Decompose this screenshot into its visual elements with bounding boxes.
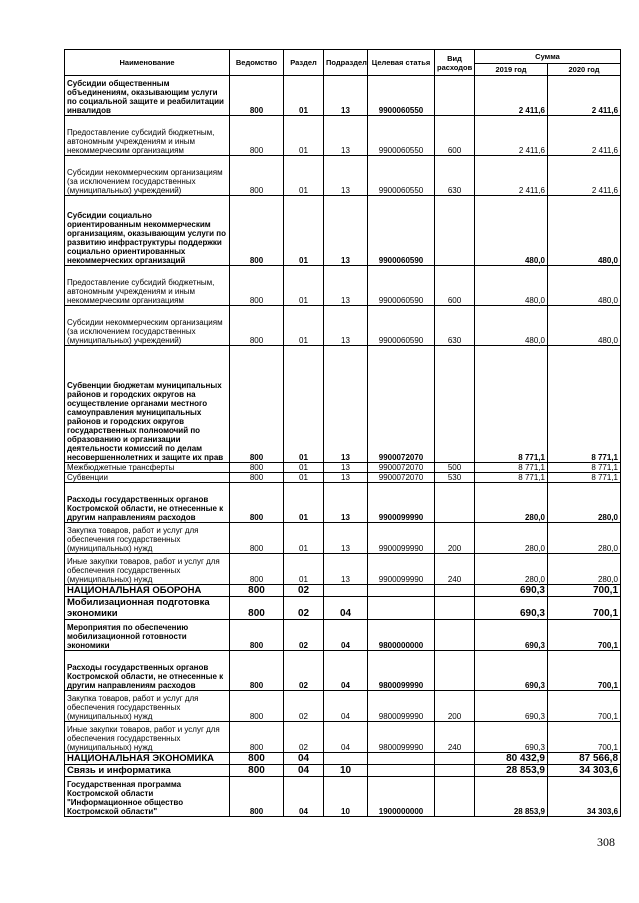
header-vedomstvo: Ведомство (230, 50, 284, 76)
table-row (65, 691, 621, 722)
cell-podrazdel: 13 (324, 346, 368, 463)
cell-celevaya: 9900060590 (368, 306, 435, 346)
cell-sum-2019: 690,3 (475, 585, 548, 597)
cell-razdel: 04 (284, 765, 324, 777)
cell-sum-2019: 2 411,6 (475, 156, 548, 196)
cell-celevaya (368, 597, 435, 620)
cell-vid: 240 (435, 554, 475, 585)
cell-podrazdel (324, 753, 368, 765)
cell-podrazdel: 13 (324, 554, 368, 585)
cell-celevaya: 9900060550 (368, 116, 435, 156)
cell-celevaya: 9800099990 (368, 651, 435, 691)
cell-podrazdel: 13 (324, 483, 368, 523)
cell-name: Расходы государственных органов Костромской области, не отнесенные к другим направлениям расходов (65, 483, 230, 523)
cell-vid (435, 585, 475, 597)
cell-vedomstvo: 800 (230, 196, 284, 266)
cell-sum-2020: 480,0 (548, 306, 621, 346)
cell-celevaya: 9900072070 (368, 473, 435, 483)
cell-sum-2019: 690,3 (475, 651, 548, 691)
cell-celevaya: 9800099990 (368, 691, 435, 722)
cell-vid (435, 76, 475, 116)
cell-celevaya: 9900060590 (368, 196, 435, 266)
cell-vid: 500 (435, 463, 475, 473)
cell-vid: 600 (435, 116, 475, 156)
cell-vedomstvo: 800 (230, 753, 284, 765)
cell-vid: 200 (435, 523, 475, 554)
cell-sum-2019: 8 771,1 (475, 346, 548, 463)
cell-vedomstvo: 800 (230, 473, 284, 483)
cell-sum-2020: 280,0 (548, 554, 621, 585)
cell-razdel: 02 (284, 651, 324, 691)
cell-sum-2019: 2 411,6 (475, 116, 548, 156)
cell-name: Субвенции бюджетам муниципальных районов и городских округов на осуществление органами местного самоуправления муниципальных районов и городских округов государственных полномочий по образованию и организации деятельности комиссий по делам несовершеннолетних и защите их прав (65, 346, 230, 463)
cell-razdel: 01 (284, 523, 324, 554)
cell-sum-2020: 700,1 (548, 597, 621, 620)
cell-sum-2020: 34 303,6 (548, 777, 621, 817)
cell-podrazdel: 10 (324, 765, 368, 777)
cell-podrazdel: 04 (324, 651, 368, 691)
cell-name: Предоставление субсидий бюджетным, автономным учреждениям и иным некоммерческим организациям (65, 266, 230, 306)
cell-name: Иные закупки товаров, работ и услуг для обеспечения государственных (муниципальных) нужд (65, 722, 230, 753)
cell-name: Связь и информатика (65, 765, 230, 777)
table-row (65, 483, 621, 523)
table-row (65, 777, 621, 817)
cell-vid: 240 (435, 722, 475, 753)
cell-sum-2020: 8 771,1 (548, 346, 621, 463)
cell-razdel: 02 (284, 691, 324, 722)
cell-vedomstvo: 800 (230, 620, 284, 651)
cell-name: Закупка товаров, работ и услуг для обеспечения государственных (муниципальных) нужд (65, 691, 230, 722)
cell-sum-2020: 700,1 (548, 585, 621, 597)
cell-vid: 630 (435, 156, 475, 196)
cell-vedomstvo: 800 (230, 523, 284, 554)
cell-vid (435, 620, 475, 651)
budget-table-container (64, 49, 620, 817)
header-vid: Вид расходов (435, 50, 475, 76)
cell-podrazdel: 13 (324, 306, 368, 346)
cell-name: Государственная программа Костромской области "Информационное общество Костромской области" (65, 777, 230, 817)
cell-sum-2020: 700,1 (548, 722, 621, 753)
cell-vedomstvo: 800 (230, 597, 284, 620)
cell-vid (435, 196, 475, 266)
cell-sum-2019: 480,0 (475, 196, 548, 266)
cell-celevaya: 9900072070 (368, 463, 435, 473)
table-row (65, 554, 621, 585)
cell-sum-2020: 34 303,6 (548, 765, 621, 777)
cell-name: Предоставление субсидий бюджетным, автономным учреждениям и иным некоммерческим организациям (65, 116, 230, 156)
table-row (65, 473, 621, 483)
cell-podrazdel: 13 (324, 266, 368, 306)
table-row (65, 765, 621, 777)
cell-razdel: 04 (284, 753, 324, 765)
cell-vedomstvo: 800 (230, 266, 284, 306)
cell-sum-2019: 280,0 (475, 523, 548, 554)
cell-vid (435, 597, 475, 620)
cell-razdel: 01 (284, 473, 324, 483)
table-row (65, 651, 621, 691)
cell-celevaya (368, 765, 435, 777)
cell-vedomstvo: 800 (230, 585, 284, 597)
table-row (65, 346, 621, 463)
cell-name: Субсидии некоммерческим организациям (за исключением государственных (муниципальных) учреждений) (65, 306, 230, 346)
cell-vedomstvo: 800 (230, 76, 284, 116)
table-row (65, 266, 621, 306)
cell-podrazdel: 13 (324, 76, 368, 116)
cell-celevaya: 9800099990 (368, 722, 435, 753)
cell-razdel: 01 (284, 463, 324, 473)
header-podrazdel: Подраздел (324, 50, 368, 76)
cell-razdel: 01 (284, 116, 324, 156)
cell-vid (435, 483, 475, 523)
cell-vedomstvo: 800 (230, 765, 284, 777)
cell-vid: 600 (435, 266, 475, 306)
header-2019: 2019 год (475, 64, 548, 76)
header-summa: Сумма (475, 50, 621, 64)
cell-vedomstvo: 800 (230, 777, 284, 817)
cell-celevaya: 9900099990 (368, 554, 435, 585)
cell-name: Субсидии некоммерческим организациям (за исключением государственных (муниципальных) учреждений) (65, 156, 230, 196)
cell-celevaya: 9900060550 (368, 156, 435, 196)
cell-podrazdel (324, 585, 368, 597)
cell-name: Субсидии общественным объединениям, оказывающим услуги по социальной защите и реабилитации инвалидов (65, 76, 230, 116)
cell-vedomstvo: 800 (230, 156, 284, 196)
cell-celevaya: 9900099990 (368, 523, 435, 554)
cell-podrazdel: 04 (324, 620, 368, 651)
cell-vedomstvo: 800 (230, 691, 284, 722)
table-row (65, 196, 621, 266)
table-row (65, 116, 621, 156)
cell-celevaya (368, 585, 435, 597)
cell-podrazdel: 13 (324, 196, 368, 266)
cell-name: Межбюджетные трансферты (65, 463, 230, 473)
cell-sum-2019: 690,3 (475, 597, 548, 620)
cell-name: Мобилизационная подготовка экономики (65, 597, 230, 620)
cell-sum-2020: 700,1 (548, 620, 621, 651)
header-2020: 2020 год (548, 64, 621, 76)
cell-sum-2020: 280,0 (548, 483, 621, 523)
cell-sum-2020: 8 771,1 (548, 473, 621, 483)
header-name: Наименование (65, 50, 230, 76)
cell-vid: 530 (435, 473, 475, 483)
page-number: 308 (597, 835, 615, 849)
cell-razdel: 01 (284, 266, 324, 306)
cell-vid (435, 753, 475, 765)
cell-sum-2019: 80 432,9 (475, 753, 548, 765)
cell-razdel: 01 (284, 346, 324, 463)
cell-vedomstvo: 800 (230, 722, 284, 753)
cell-podrazdel: 04 (324, 722, 368, 753)
cell-razdel: 01 (284, 196, 324, 266)
cell-name: Мероприятия по обеспечению мобилизационной готовности экономики (65, 620, 230, 651)
cell-vedomstvo: 800 (230, 346, 284, 463)
cell-celevaya (368, 753, 435, 765)
cell-razdel: 01 (284, 306, 324, 346)
header-razdel: Раздел (284, 50, 324, 76)
cell-vid (435, 651, 475, 691)
cell-vid: 200 (435, 691, 475, 722)
table-row (65, 156, 621, 196)
cell-vid (435, 765, 475, 777)
cell-celevaya: 1900000000 (368, 777, 435, 817)
cell-sum-2020: 700,1 (548, 651, 621, 691)
table-body (65, 76, 621, 817)
table-row (65, 722, 621, 753)
cell-celevaya: 9900060550 (368, 76, 435, 116)
cell-razdel: 02 (284, 585, 324, 597)
cell-sum-2019: 690,3 (475, 620, 548, 651)
cell-vedomstvo: 800 (230, 651, 284, 691)
cell-podrazdel: 13 (324, 523, 368, 554)
cell-sum-2020: 2 411,6 (548, 156, 621, 196)
cell-sum-2019: 28 853,9 (475, 765, 548, 777)
cell-name: Субсидии социально ориентированным некоммерческим организациям, оказывающим услуги по развитию инфраструктуры поддержки социально ориентированных некоммерческих организаций (65, 196, 230, 266)
cell-sum-2020: 2 411,6 (548, 116, 621, 156)
cell-sum-2019: 690,3 (475, 722, 548, 753)
cell-celevaya: 9800000000 (368, 620, 435, 651)
cell-podrazdel: 13 (324, 116, 368, 156)
header-celevaya: Целевая статья (368, 50, 435, 76)
cell-celevaya: 9900099990 (368, 483, 435, 523)
table-row (65, 306, 621, 346)
budget-table (64, 49, 621, 817)
cell-vedomstvo: 800 (230, 463, 284, 473)
cell-vedomstvo: 800 (230, 483, 284, 523)
cell-name: Субвенции (65, 473, 230, 483)
cell-vid (435, 777, 475, 817)
cell-sum-2019: 480,0 (475, 306, 548, 346)
cell-vedomstvo: 800 (230, 306, 284, 346)
table-row (65, 753, 621, 765)
cell-razdel: 01 (284, 76, 324, 116)
cell-sum-2020: 87 566,8 (548, 753, 621, 765)
cell-razdel: 02 (284, 620, 324, 651)
cell-vid: 630 (435, 306, 475, 346)
cell-razdel: 02 (284, 722, 324, 753)
table-row (65, 597, 621, 620)
table-row (65, 585, 621, 597)
cell-sum-2019: 480,0 (475, 266, 548, 306)
table-row (65, 523, 621, 554)
table-row (65, 463, 621, 473)
cell-sum-2019: 8 771,1 (475, 473, 548, 483)
cell-name: Расходы государственных органов Костромской области, не отнесенные к другим направлениям расходов (65, 651, 230, 691)
cell-sum-2020: 480,0 (548, 196, 621, 266)
cell-sum-2020: 2 411,6 (548, 76, 621, 116)
cell-sum-2019: 28 853,9 (475, 777, 548, 817)
cell-sum-2019: 690,3 (475, 691, 548, 722)
cell-celevaya: 9900060590 (368, 266, 435, 306)
cell-razdel: 04 (284, 777, 324, 817)
cell-sum-2019: 8 771,1 (475, 463, 548, 473)
table-row (65, 620, 621, 651)
cell-razdel: 01 (284, 554, 324, 585)
cell-razdel: 01 (284, 156, 324, 196)
cell-sum-2019: 280,0 (475, 554, 548, 585)
cell-sum-2019: 280,0 (475, 483, 548, 523)
cell-sum-2020: 700,1 (548, 691, 621, 722)
cell-sum-2020: 8 771,1 (548, 463, 621, 473)
cell-podrazdel: 04 (324, 597, 368, 620)
cell-name: Иные закупки товаров, работ и услуг для обеспечения государственных (муниципальных) нужд (65, 554, 230, 585)
table-row (65, 76, 621, 116)
cell-celevaya: 9900072070 (368, 346, 435, 463)
cell-razdel: 01 (284, 483, 324, 523)
cell-podrazdel: 13 (324, 156, 368, 196)
cell-name: НАЦИОНАЛЬНАЯ ЭКОНОМИКА (65, 753, 230, 765)
cell-sum-2019: 2 411,6 (475, 76, 548, 116)
cell-name: Закупка товаров, работ и услуг для обеспечения государственных (муниципальных) нужд (65, 523, 230, 554)
cell-sum-2020: 280,0 (548, 523, 621, 554)
cell-name: НАЦИОНАЛЬНАЯ ОБОРОНА (65, 585, 230, 597)
cell-podrazdel: 04 (324, 691, 368, 722)
cell-podrazdel: 13 (324, 463, 368, 473)
cell-vedomstvo: 800 (230, 554, 284, 585)
cell-podrazdel: 10 (324, 777, 368, 817)
cell-razdel: 02 (284, 597, 324, 620)
cell-sum-2020: 480,0 (548, 266, 621, 306)
cell-vedomstvo: 800 (230, 116, 284, 156)
cell-podrazdel: 13 (324, 473, 368, 483)
cell-vid (435, 346, 475, 463)
